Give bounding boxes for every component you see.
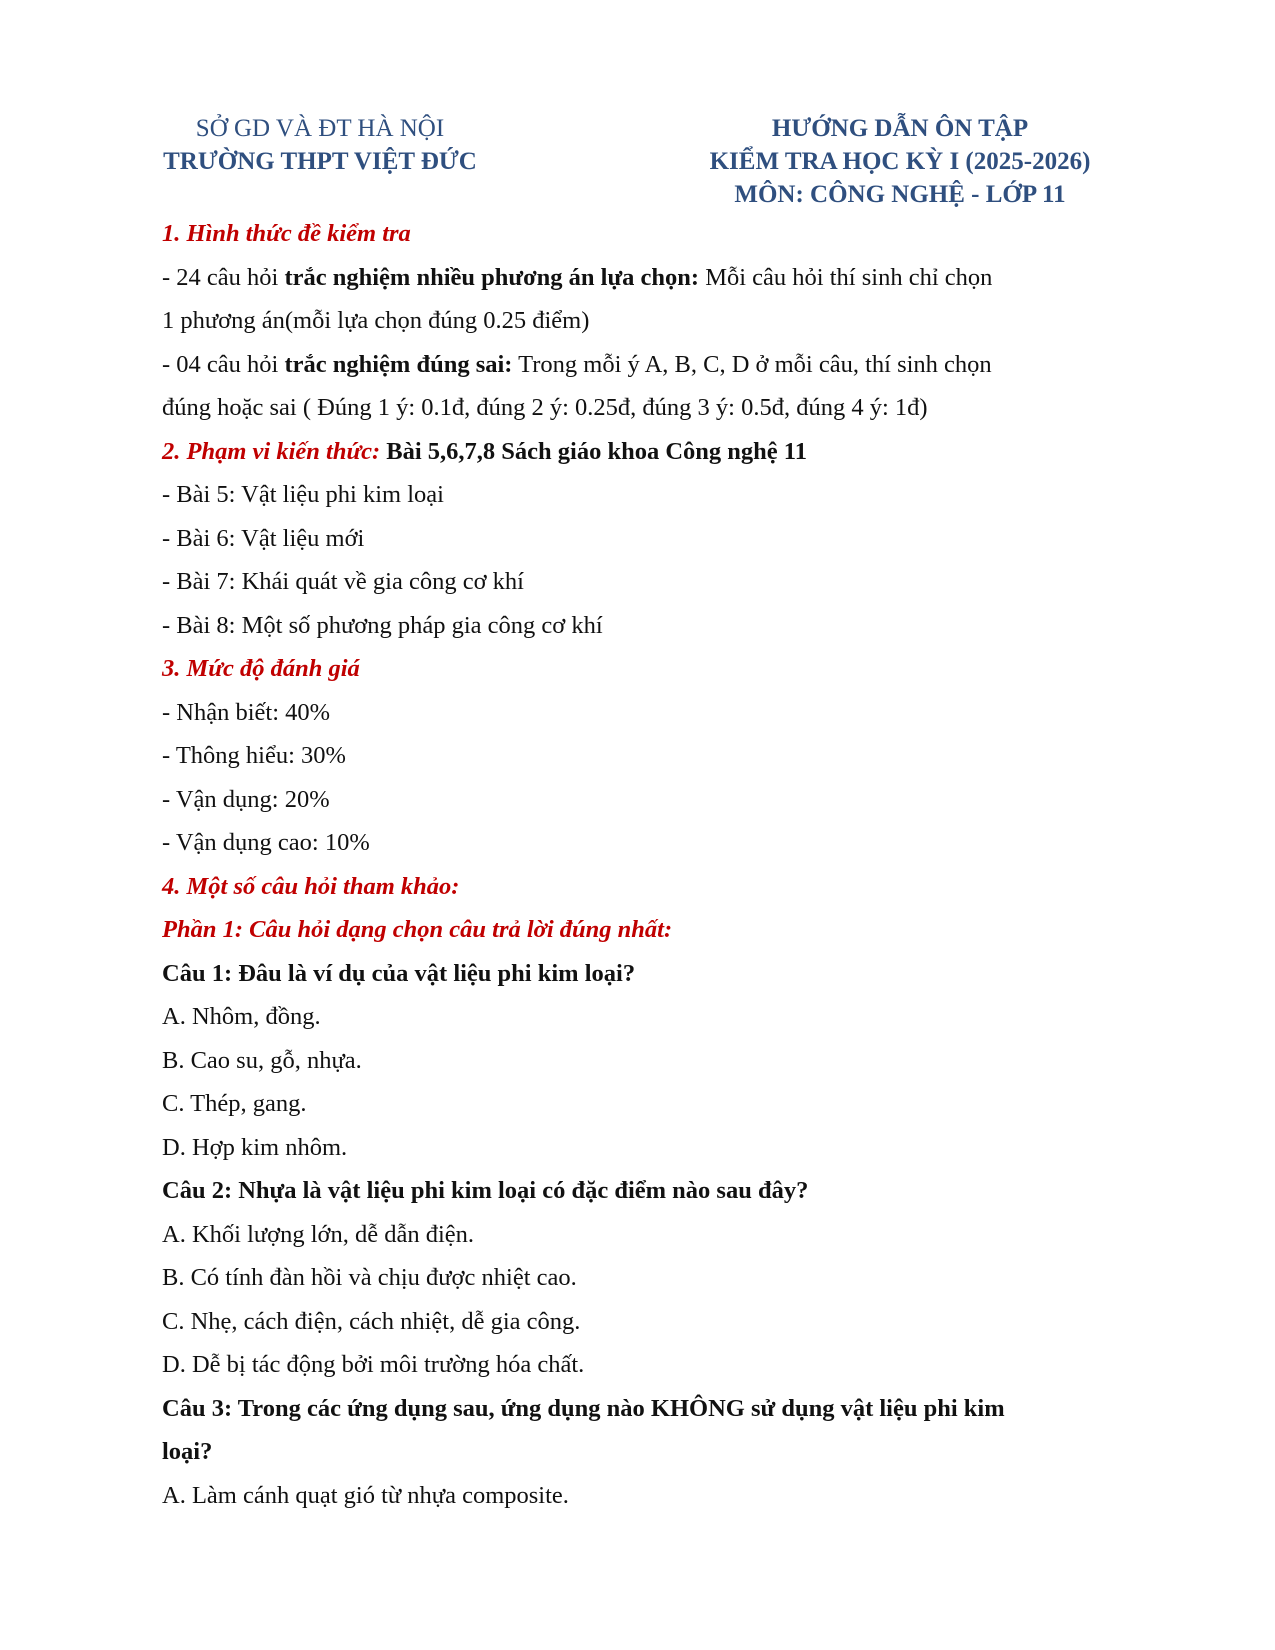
answer-option: B. Có tính đàn hồi và chịu được nhiệt cao. <box>162 1264 577 1291</box>
header-left <box>120 112 520 178</box>
section2-label: 2. Phạm vi kiến thức: <box>162 437 381 465</box>
lesson-item: - Bài 7: Khái quát về gia công cơ khí <box>162 568 524 595</box>
school-name: TRƯỜNG THPT VIỆT ĐỨC <box>163 148 477 175</box>
answer-option: C. Nhẹ, cách điện, cách nhiệt, dễ gia công. <box>162 1307 581 1335</box>
section1-item2 <box>162 343 1162 387</box>
section1-item2-line2: đúng hoặc sai ( Đúng 1 ý: 0.1đ, đúng 2 ý: 0.25đ, đúng 3 ý: 0.5đ, đúng 4 ý: 1đ) <box>162 394 928 421</box>
lesson-item: - Bài 5: Vật liệu phi kim loại <box>162 481 444 508</box>
answer-option: A. Làm cánh quạt gió từ nhựa composite. <box>162 1481 569 1509</box>
item-rest: Mỗi câu hỏi thí sinh chỉ chọn <box>699 263 993 291</box>
level-item: - Vận dụng cao: 10% <box>162 829 370 856</box>
item-bold: trắc nghiệm nhiều phương án lựa chọn: <box>284 263 700 291</box>
question-stem: Câu 3: Trong các ứng dụng sau, ứng dụng nào KHÔNG sử dụng vật liệu phi kim <box>162 1394 1005 1422</box>
lesson-item: - Bài 8: Một số phương pháp gia công cơ khí <box>162 611 603 639</box>
question-stem-line2: loại? <box>162 1438 213 1465</box>
part1-title: Phần 1: Câu hỏi dạng chọn câu trả lời đúng nhất: <box>162 916 673 943</box>
section1-item1-line2: 1 phương án(mỗi lựa chọn đúng 0.25 điểm) <box>162 307 590 334</box>
section4-title: 4. Một số câu hỏi tham khảo: <box>162 872 460 900</box>
section3-title: 3. Mức độ đánh giá <box>162 655 360 682</box>
subject-title: MÔN: CÔNG NGHỆ - LỚP 11 <box>734 181 1066 208</box>
section2-title <box>162 430 1162 474</box>
lesson-item: - Bài 6: Vật liệu mới <box>162 524 365 552</box>
level-item: - Nhận biết: 40% <box>162 698 331 726</box>
question-stem: Câu 2: Nhựa là vật liệu phi kim loại có đặc điểm nào sau đây? <box>162 1177 809 1204</box>
section2-scope: Bài 5,6,7,8 Sách giáo khoa Công nghệ 11 <box>380 437 807 465</box>
question-stem: Câu 1: Đâu là ví dụ của vật liệu phi kim loại? <box>162 959 636 987</box>
answer-option: A. Nhôm, đồng. <box>162 1003 321 1030</box>
section1-item1 <box>162 256 1162 300</box>
item-prefix: - 24 câu hỏi <box>162 263 285 291</box>
level-item: - Vận dụng: 20% <box>162 785 330 813</box>
department-name: SỞ GD VÀ ĐT HÀ NỘI <box>195 115 445 142</box>
item-bold: trắc nghiệm đúng sai: <box>284 350 513 378</box>
exam-title: KIỂM TRA HỌC KỲ I (2025-2026) <box>709 148 1091 175</box>
doc-title: HƯỚNG DẪN ÔN TẬP <box>771 115 1029 142</box>
item-rest: Trong mỗi ý A, B, C, D ở mỗi câu, thí sinh chọn <box>512 350 992 378</box>
section1-title: 1. Hình thức đề kiểm tra <box>162 220 411 247</box>
answer-option: C. Thép, gang. <box>162 1090 307 1117</box>
answer-option: A. Khối lượng lớn, dễ dẫn điện. <box>162 1220 475 1248</box>
document-body <box>162 212 1162 1517</box>
item-prefix: - 04 câu hỏi <box>162 350 285 378</box>
header-right <box>650 112 1150 211</box>
level-item: - Thông hiểu: 30% <box>162 742 346 769</box>
answer-option: D. Hợp kim nhôm. <box>162 1133 348 1161</box>
answer-option: D. Dễ bị tác động bởi môi trường hóa chất. <box>162 1351 585 1378</box>
answer-option: B. Cao su, gỗ, nhựa. <box>162 1046 362 1074</box>
